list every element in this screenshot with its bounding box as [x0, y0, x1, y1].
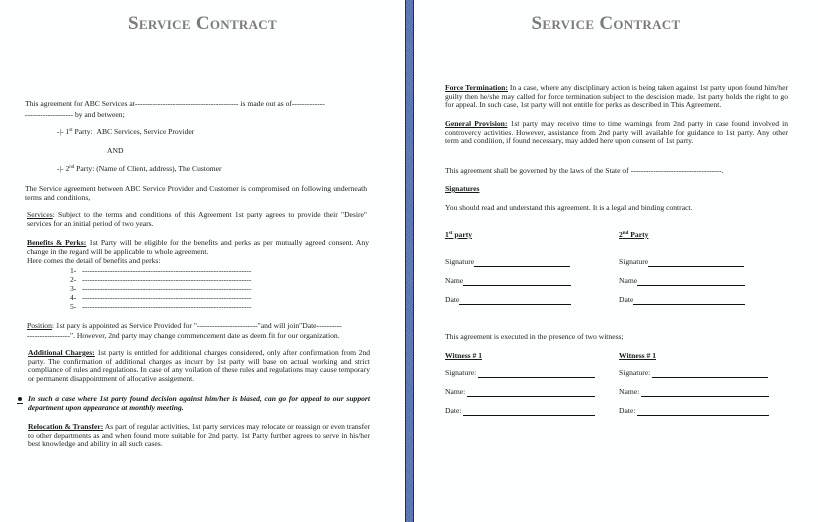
witness2-signature-field[interactable]	[619, 369, 768, 378]
date-line[interactable]	[463, 408, 595, 416]
witness1-heading: Witness # 1	[445, 351, 482, 360]
services-paragraph	[27, 211, 367, 228]
witness-intro: This agreement is executed in the presence of two witness;	[445, 332, 624, 341]
benefit-value: -------------------------------------------------------------------	[82, 275, 252, 284]
page-title: Service Contract	[128, 13, 277, 34]
relocation-paragraph	[28, 423, 370, 449]
name-line[interactable]	[637, 278, 745, 286]
position-line-1	[27, 322, 342, 331]
party2-label: Party:	[74, 164, 95, 173]
governed-text: This agreement shall be governed by the laws of the State of ------------------------------------.	[445, 166, 724, 175]
name-line[interactable]	[467, 389, 595, 397]
relocation-text: As part of regular activities, 1st party services may relocate or reassign or even transfer to other departments as and when found more suitable for 2nd party. 1st Party further agrees to serve in his/her best knowledge and ability in all such cases.	[28, 422, 370, 449]
party2-prefix: -|- 2	[57, 164, 70, 173]
force-termination-paragraph	[445, 84, 788, 110]
benefit-value: -------------------------------------------------------------------	[82, 284, 252, 293]
benefits-detail: Here comes the detail of benefits and perks:	[27, 256, 161, 265]
signature-line[interactable]	[474, 259, 570, 267]
benefit-value: -------------------------------------------------------------------	[82, 266, 252, 275]
benefit-num: 4-	[70, 293, 77, 302]
name-label: Name	[619, 276, 638, 285]
benefit-num: 5-	[70, 302, 77, 311]
signature-label: Signature:	[445, 368, 479, 377]
party1-label: Party:	[72, 127, 93, 136]
party1-value: ABC Services, Service Provider	[96, 127, 195, 136]
witness2-heading: Witness # 1	[619, 351, 656, 360]
agreement-paragraph: The Service agreement between ABC Service Provider and Customer is compromised on following underneath terms and conditions,	[25, 184, 367, 202]
charges-paragraph	[28, 349, 370, 383]
date-label: Date:	[445, 406, 464, 415]
benefit-value: -------------------------------------------------------------------	[82, 302, 252, 311]
read-text: You should read and understand this agreement. It is a legal and binding contract.	[445, 203, 693, 212]
party2-value: (Name of Client, address), The Customer	[96, 164, 222, 173]
general-heading: General Provision:	[445, 119, 508, 128]
position-text: : 1st pary is appointed as Service Provided for "------------------------"and will join"Date----------	[51, 321, 342, 330]
party2-date-field[interactable]	[619, 296, 745, 305]
charges-heading: Additional Charges:	[28, 348, 95, 357]
witness1-name-field[interactable]	[445, 388, 595, 397]
benefit-num: 3-	[70, 284, 77, 293]
relocation-heading: Relocation & Transfer:	[28, 422, 104, 431]
signature-label: Signature	[619, 257, 649, 266]
intro-line-1: This agreement for ABC Services at----------------------------------------- is made out as of-------------	[25, 99, 325, 108]
signature-line[interactable]	[652, 370, 768, 378]
witness2-name-field[interactable]	[619, 388, 769, 397]
witness2-date-field[interactable]	[619, 407, 769, 416]
date-label: Date	[619, 295, 634, 304]
date-label: Date:	[619, 406, 638, 415]
benefit-item	[70, 303, 251, 312]
party2-signature-field[interactable]	[619, 258, 744, 267]
charges-text: 1st party is entitled for additional charges considered, only after confirmation from 2nd party. The confirmation of additional charges as incurr by 1st party will base on actual working and strict compliance of rules and regulations. In case of any voilation of these rules and regulations may cause temporary or permanent disappointment of allocative assigement.	[28, 348, 370, 383]
position-heading: Position	[27, 321, 52, 330]
benefits-paragraph	[27, 239, 369, 256]
force-heading: Force Termination:	[445, 83, 508, 92]
benefits-heading: Benefits & Perks:	[27, 238, 87, 247]
signatures-heading: Signatures	[445, 184, 480, 193]
party1-date-field[interactable]	[445, 296, 571, 305]
left-page	[0, 0, 405, 522]
party1-line	[57, 128, 194, 137]
party2-line	[57, 165, 222, 174]
party2-name-field[interactable]	[619, 277, 745, 286]
name-label: Name	[445, 276, 464, 285]
party1-name-field[interactable]	[445, 277, 571, 286]
general-text: 1st party may receive time to time warnings from 2nd party in case found involved in controvercy activities. However, assistance from 2nd party will available for guidance to 1st party. Any other term and condition, if found necessary, may added here upon consent of 1st party.	[445, 119, 788, 146]
services-text: : Subject to the terms and conditions of this Agreement 1st party agrees to provide their "Desire" services for an initial period of two years.	[27, 210, 367, 228]
page-divider	[405, 0, 414, 522]
witness1-signature-field[interactable]	[445, 369, 595, 378]
date-line[interactable]	[459, 297, 571, 305]
position-line-2: -----------------". However, 2nd party may change commencement date as deem fit for our organization.	[27, 331, 340, 340]
signature-label: Signature:	[619, 368, 653, 377]
name-label: Name:	[445, 387, 468, 396]
and-label: AND	[107, 146, 124, 155]
signature-line[interactable]	[478, 370, 595, 378]
intro-line-2: ------------------- by and between;	[25, 110, 125, 119]
name-line[interactable]	[641, 389, 769, 397]
general-provision-paragraph	[445, 120, 788, 146]
party2-signature-heading: 2nd Party	[619, 230, 649, 239]
benefit-num: 1-	[70, 266, 77, 275]
signature-label: Signature	[445, 257, 475, 266]
services-heading: Services	[27, 210, 53, 219]
party1-signature-field[interactable]	[445, 258, 570, 267]
bullet-underline	[17, 403, 23, 404]
right-page	[414, 0, 818, 522]
party1-signature-heading: 1st party	[445, 230, 473, 239]
witness1-date-field[interactable]	[445, 407, 595, 416]
benefit-value: -------------------------------------------------------------------	[82, 293, 252, 302]
signature-line[interactable]	[648, 259, 744, 267]
date-line[interactable]	[637, 408, 769, 416]
date-label: Date	[445, 295, 460, 304]
party2-sup: nd	[69, 165, 75, 170]
bullet-icon	[18, 397, 22, 401]
name-line[interactable]	[463, 278, 571, 286]
date-line[interactable]	[633, 297, 745, 305]
party1-prefix: -|- 1	[57, 127, 70, 136]
page-title: Service Contract	[531, 13, 681, 34]
benefits-text: 1st Party will be eligible for the benefits and perks as per mutually agreed consent. Any change in the regard will be applicable to whole agreement.	[27, 238, 369, 256]
force-text: In a case, where any disciplinary action is being taken against 1st party upon found him/her guilty then he/she may called for force termination subject to the descision made. 1st party holds the right to go for appeal. In such case, 1st party will not entitle for perks as described in This Agreement.	[445, 83, 788, 110]
appeal-bullet-text: In such a case where 1st party found decision against him/her is biased, can go for appeal to our support department upon appearance at monthly meeting.	[28, 394, 370, 412]
name-label: Name:	[619, 387, 642, 396]
benefit-num: 2-	[70, 275, 77, 284]
party1-sup: st	[69, 128, 73, 133]
